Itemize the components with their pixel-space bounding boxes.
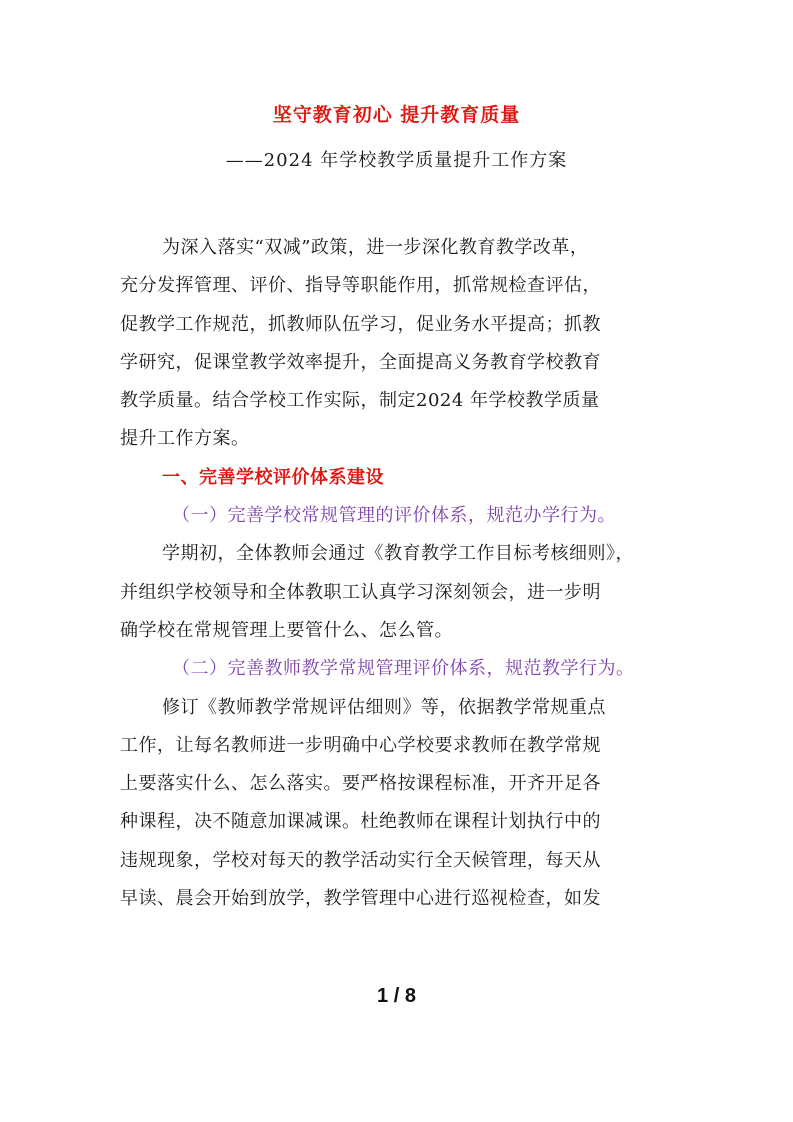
- paragraph-line: 上要落实什么、怎么落实。要严格按课程标准，开齐开足各: [120, 773, 601, 795]
- paragraph-line: 早读、晨会开始到放学，教学管理中心进行巡视检查，如发: [120, 888, 601, 910]
- paragraph-line: 提升工作方案。: [120, 428, 250, 450]
- document-title: 坚守教育初心 提升教育质量: [272, 104, 521, 126]
- subsection-heading: （二）完善教师教学常规管理评价体系，规范教学行为。: [172, 658, 635, 680]
- subsection-heading: （一）完善学校常规管理的评价体系，规范办学行为。: [172, 505, 616, 527]
- section-heading: 一、完善学校评价体系建设: [162, 466, 384, 488]
- document-subtitle: ——2024 年学校教学质量提升工作方案: [225, 150, 568, 171]
- paragraph-line: 学研究，促课堂教学效率提升，全面提高义务教育学校教育: [120, 351, 601, 373]
- paragraph-line: 教学质量。结合学校工作实际，制定2024 年学校教学质量: [120, 390, 600, 412]
- paragraph-line: 违规现象，学校对每天的教学活动实行全天候管理，每天从: [120, 849, 601, 871]
- paragraph-line: 工作，让每名教师进一步明确中心学校要求教师在教学常规: [120, 734, 601, 756]
- paragraph-line: 充分发挥管理、评价、指导等职能作用，抓常规检查评估，: [120, 275, 601, 297]
- paragraph-line: 修订《教师教学常规评估细则》等，依据教学常规重点: [162, 696, 606, 718]
- paragraph-line: 为深入落实“双减”政策，进一步深化教育教学改革，: [162, 237, 589, 258]
- paragraph-line: 种课程，决不随意加课减课。杜绝教师在课程计划执行中的: [120, 811, 601, 833]
- page-number: 1 / 8: [377, 985, 416, 1007]
- paragraph-line: 促教学工作规范，抓教师队伍学习，促业务水平提高；抓教: [120, 313, 601, 335]
- paragraph-line: 学期初，全体教师会通过《教育教学工作目标考核细则》，: [162, 543, 634, 565]
- paragraph-line: 并组织学校领导和全体教职工认真学习深刻领会，进一步明: [120, 581, 601, 603]
- paragraph-line: 确学校在常规管理上要管什么、怎么管。: [120, 619, 453, 641]
- document-body: [120, 229, 680, 918]
